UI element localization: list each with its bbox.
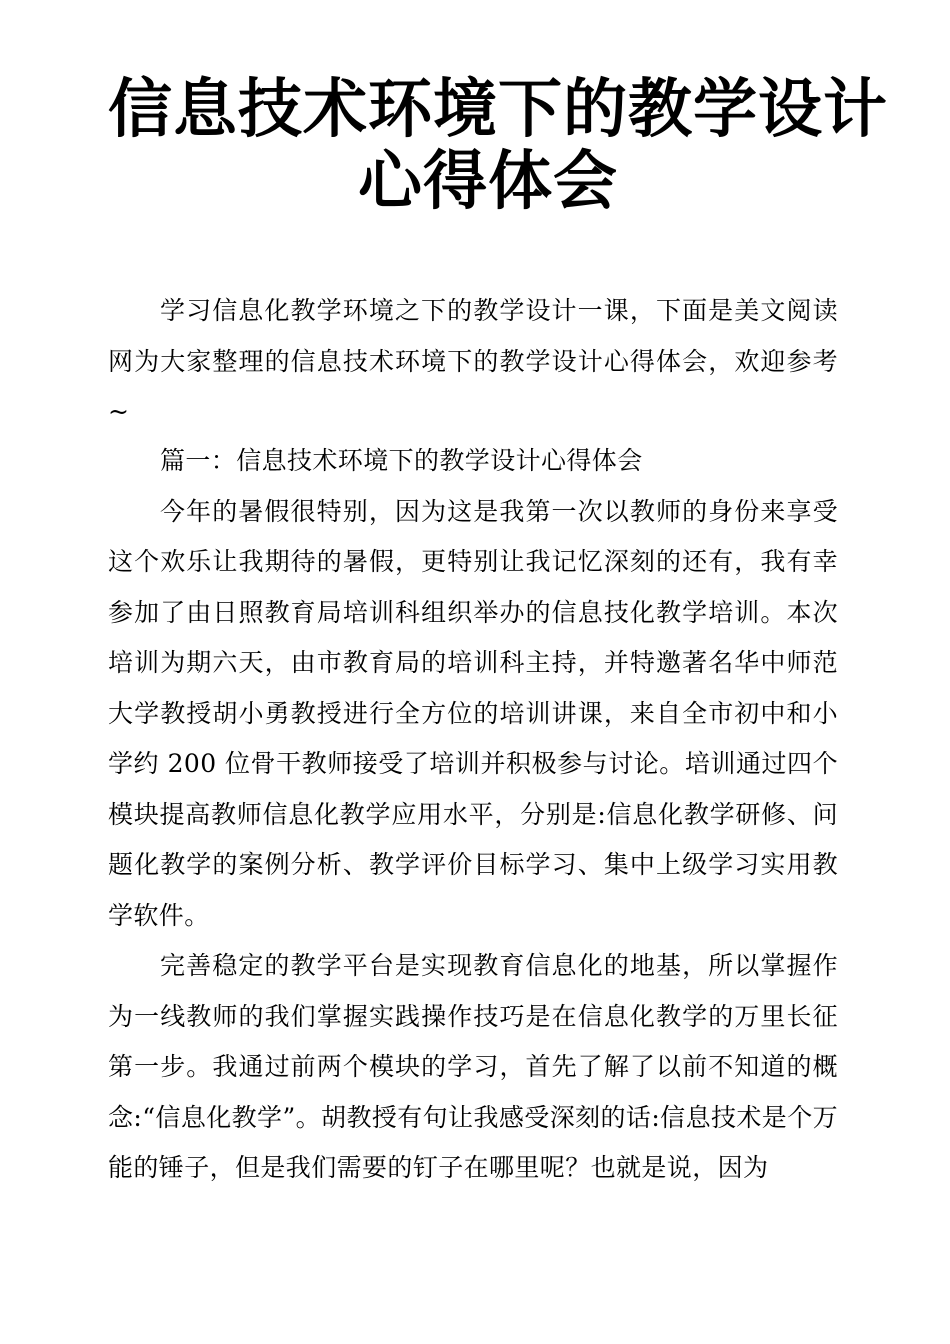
document-title-line1: 信息技术环境下的教学设计 bbox=[108, 73, 888, 147]
document-title-line2: 心得体会 bbox=[358, 145, 618, 219]
body-paragraph-1: 今年的暑假很特别，因为这是我第一次以教师的身份来享受这个欢乐让我期待的暑假，更特别让我记忆深刻的还有，我有幸参加了由日照教育局培训科组织举办的信息技化教学培训。本次培训为期六天，由市教育局的培训科主持，并特邀著名华中师范大学教授胡小勇教授进行全方位的培训讲课，来自全市初中和小学约 200 位骨干教师接受了培训并积极参与讨论。培训通过四个模块提高教师信息化教学应用水平，分别是:信息化教学研修、问题化教学的案例分析、教学评价目标学习、集中上级学习实用教学软件。 bbox=[108, 496, 838, 930]
section-heading: 篇一：信息技术环境下的教学设计心得体会 bbox=[160, 446, 643, 475]
section-block bbox=[108, 436, 838, 1194]
body-paragraph-2: 完善稳定的教学平台是实现教育信息化的地基，所以掌握作为一线教师的我们掌握实践操作技巧是在信息化教学的万里长征第一步。我通过前两个模块的学习，首先了解了以前不知道的概念:“信息化教学”。胡教授有句让我感受深刻的话:信息技术是个万能的锤子，但是我们需要的钉子在哪里呢？也就是说，因为 bbox=[108, 951, 838, 1182]
intro-paragraph: 学习信息化教学环境之下的教学设计一课，下面是美文阅读网为大家整理的信息技术环境下的教学设计心得体会，欢迎参考~ bbox=[108, 296, 838, 426]
intro-block bbox=[108, 286, 838, 438]
